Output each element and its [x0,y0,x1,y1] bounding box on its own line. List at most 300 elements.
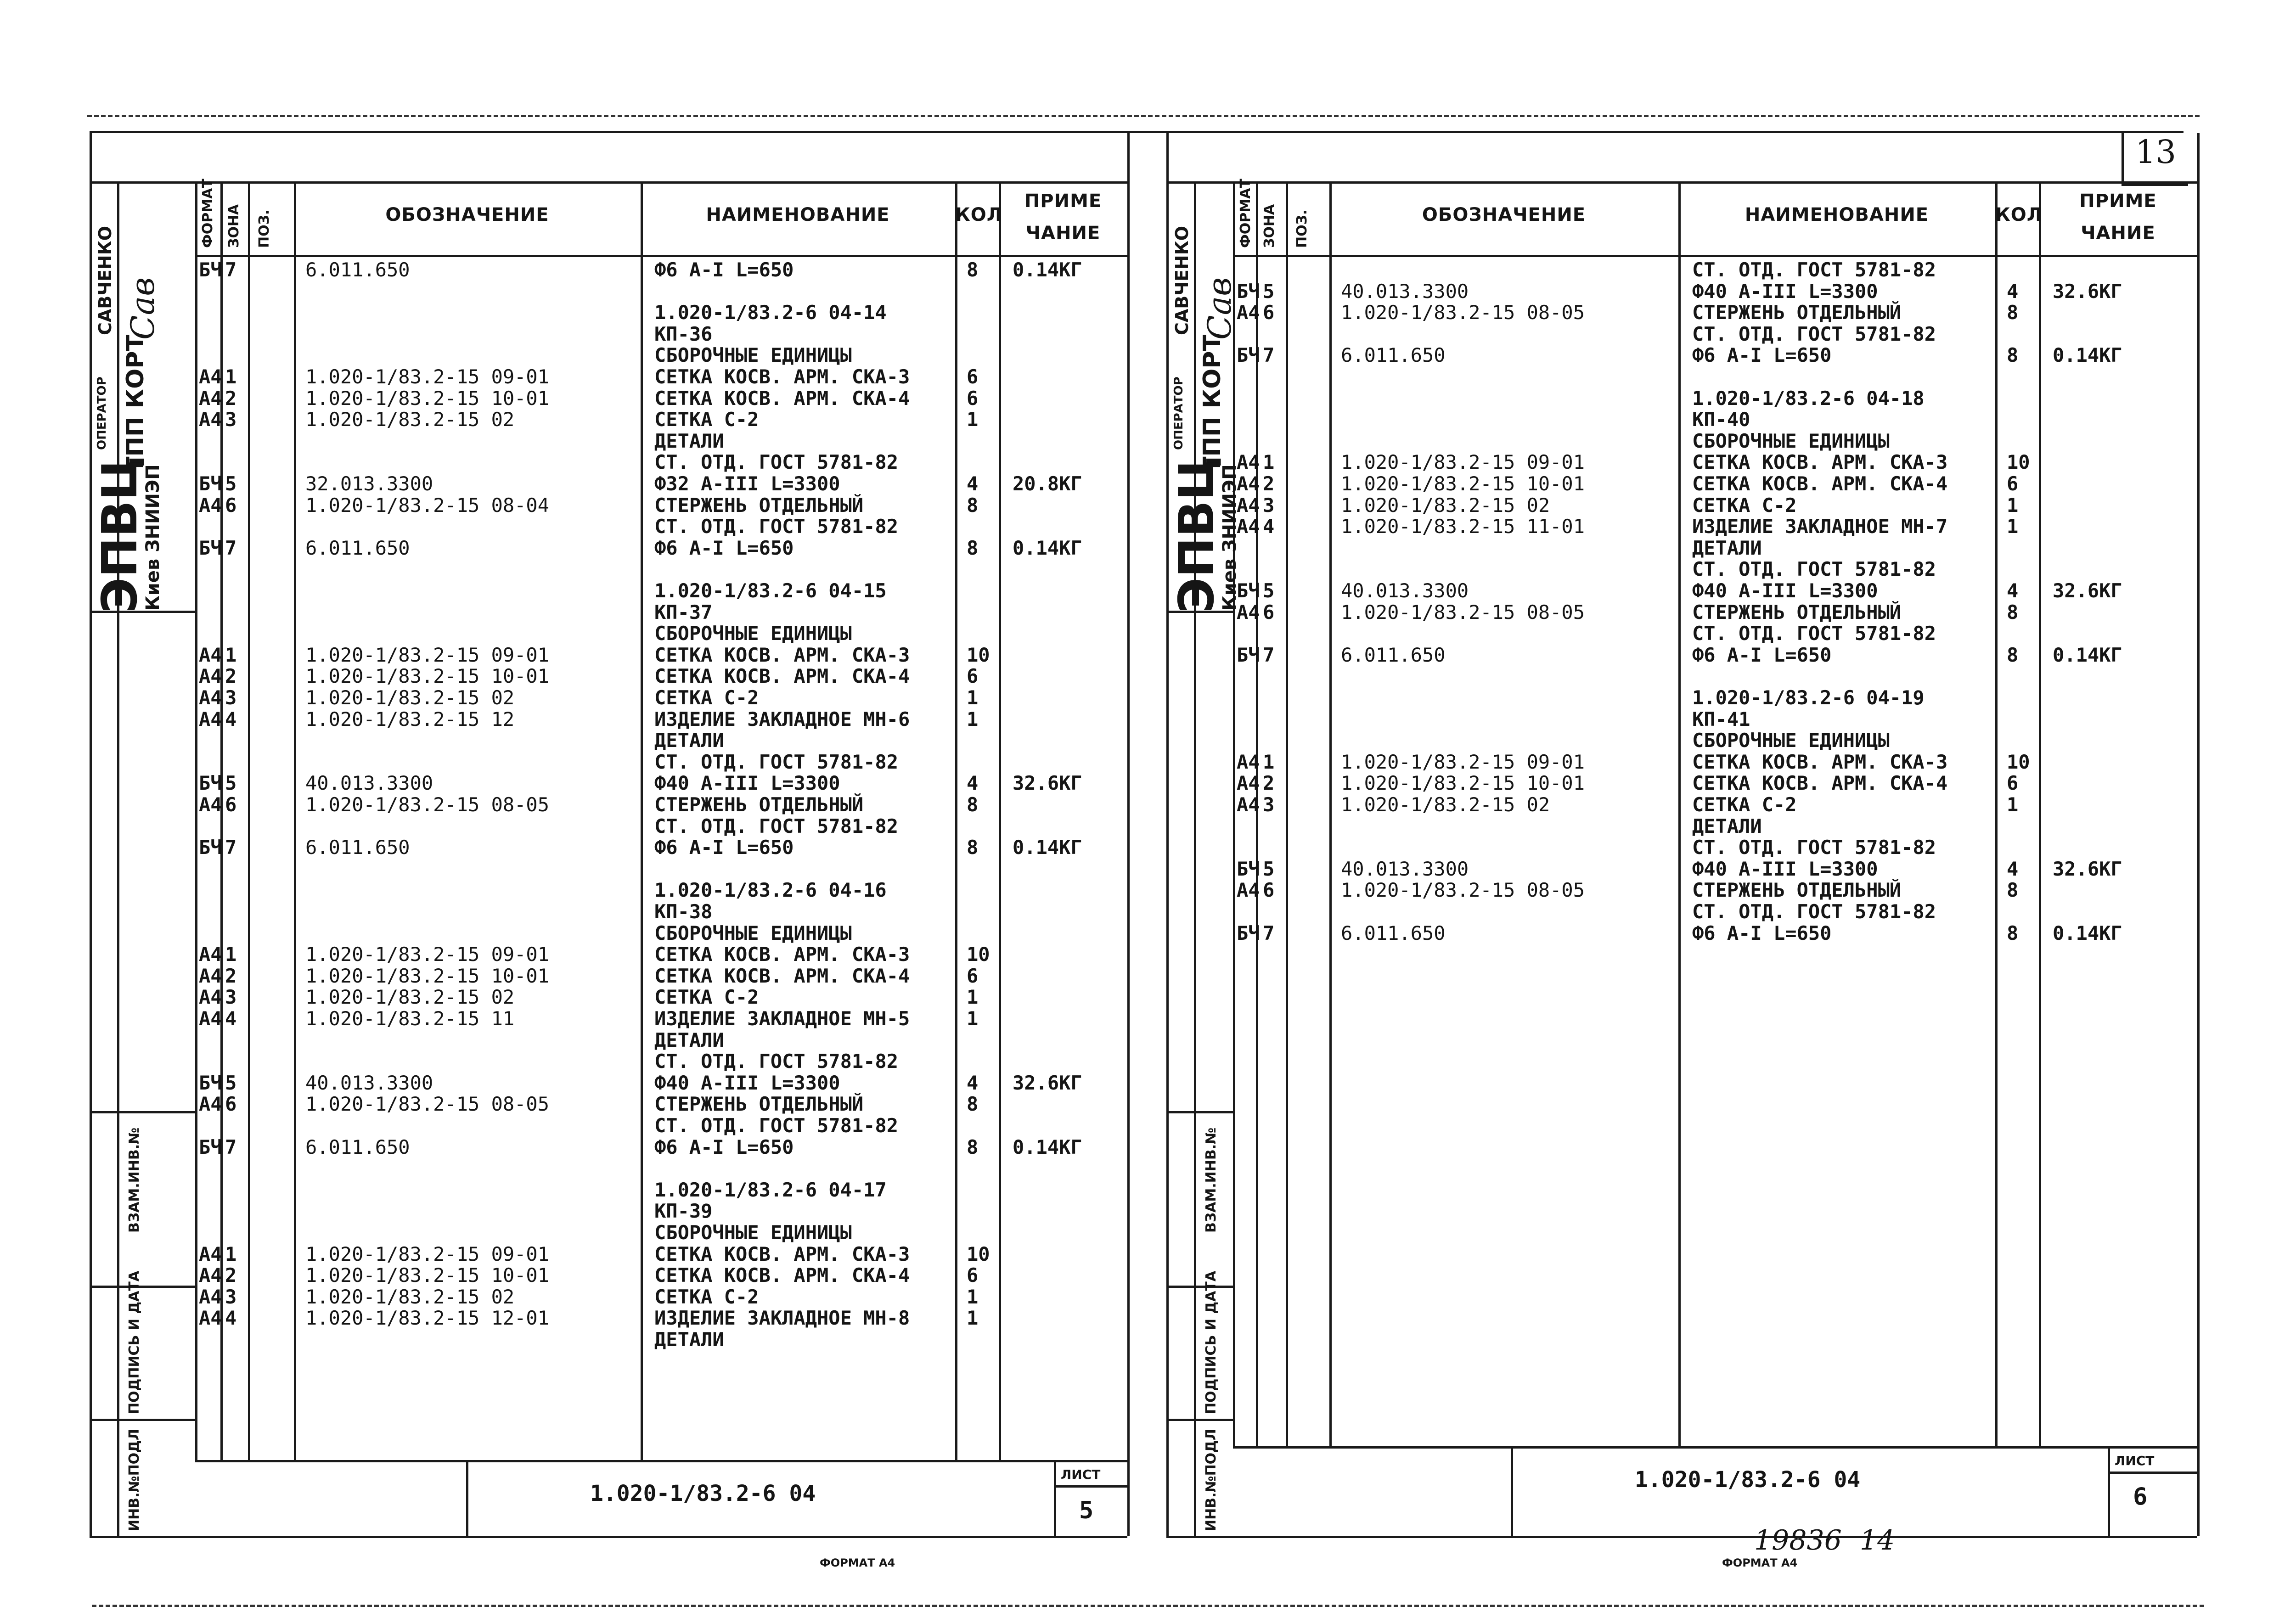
row-designation: 1.020-1/83.2-15 09-01 [1341,750,1585,773]
row-designation: 1.020-1/83.2-15 10-01 [1341,772,1585,795]
row-name: СТЕРЖЕНЬ ОТДЕЛЬНЫЙ [654,494,864,517]
row-name: СБОРОЧНЫЕ ЕДИНИЦЫ [1692,729,1890,752]
row-quantity: 6 [967,964,979,987]
stamp-person-name: САВЧЕНКО [95,225,115,335]
column-rule [641,181,643,1460]
row-designation: 6.011.650 [305,536,410,559]
row-position: 2 [1263,772,1275,795]
row-format: А4 [1237,879,1260,902]
frame-left [90,133,92,1536]
row-designation: 1.020-1/83.2-15 09-01 [305,943,550,966]
side-strip-division [90,1286,195,1288]
sheet-label-rule [2108,1472,2197,1474]
header-qty: КОЛ [955,204,1002,225]
title-block-divider [466,1460,468,1536]
header-zone: ЗОНА [226,204,242,248]
stamp-org-name: ЭПВЦ [92,455,148,613]
column-rule [2039,181,2041,1446]
row-name: 1.020-1/83.2-6 04-19 [1692,686,1925,709]
frame-bottom [1166,1536,2197,1538]
row-name: 1.020-1/83.2-6 04-17 [654,1178,887,1201]
row-designation: 40.013.3300 [1341,579,1469,602]
row-designation: 1.020-1/83.2-15 12-01 [305,1307,550,1330]
row-position: 7 [1263,921,1275,944]
row-format: А4 [199,793,222,816]
doc-code: 1.020-1/83.2-6 04 [590,1481,816,1506]
row-note: 0.14КГ [2053,344,2122,367]
row-designation: 1.020-1/83.2-15 02 [305,986,515,1009]
row-name: ДЕТАЛИ [1692,536,1762,559]
inventory-number: 19836 [1754,1524,1842,1556]
sheet-label: ЛИСТ [2115,1453,2155,1468]
header-bottom-rule [1233,255,2197,257]
row-position: 3 [225,408,237,431]
row-name: Ф40 А-III L=3300 [1692,579,1878,602]
row-quantity: 1 [967,408,979,431]
row-format: БЧ [1237,579,1260,602]
row-quantity: 1 [2007,515,2019,538]
header-top-rule [90,181,1127,184]
row-position: 7 [225,1135,237,1158]
row-name: СТЕРЖЕНЬ ОТДЕЛЬНЫЙ [1692,879,1902,902]
column-rule [248,181,250,1460]
row-name: ДЕТАЛИ [1692,814,1762,837]
stamp-signature: Сав [124,277,162,340]
row-position: 1 [1263,451,1275,474]
row-quantity: 10 [967,943,990,966]
row-quantity: 8 [967,1135,979,1158]
row-name: СЕТКА С-2 [654,686,759,709]
row-name: 1.020-1/83.2-6 04-16 [654,879,887,902]
row-name: ИЗДЕЛИЕ ЗАКЛАДНОЕ МН-8 [654,1307,910,1330]
row-name: СЕТКА КОСВ. АРМ. СКА-3 [1692,451,1948,474]
row-position: 7 [1263,344,1275,367]
bottom-dashed-border [92,1605,2204,1607]
header-pos: ПОЗ. [1294,209,1310,248]
row-quantity: 1 [967,708,979,730]
row-position: 7 [1263,643,1275,666]
row-name: СТ. ОТД. ГОСТ 5781-82 [1692,900,1936,923]
row-quantity: 6 [2007,472,2019,495]
row-name: СТ. ОТД. ГОСТ 5781-82 [654,451,899,474]
stamp-field-inv-replace: ВЗАМ.ИНВ.№ [1203,1127,1219,1233]
row-quantity: 4 [967,772,979,795]
row-position: 2 [225,964,237,987]
frame-right [1127,133,1130,1536]
row-note: 0.14КГ [1013,258,1082,281]
title-block-divider [1511,1446,1513,1536]
row-designation: 1.020-1/83.2-15 08-04 [305,494,550,517]
row-name: КП-40 [1692,408,1750,431]
column-rule [1233,181,1235,1446]
row-position: 3 [225,686,237,709]
row-designation: 1.020-1/83.2-15 08-05 [305,793,550,816]
row-name: СЕТКА КОСВ. АРМ. СКА-4 [1692,772,1948,795]
row-name: КП-36 [654,322,713,345]
row-format: БЧ [199,836,222,859]
row-name: ДЕТАЛИ [654,1028,724,1051]
row-position: 4 [225,708,237,730]
row-note: 32.6КГ [1013,1071,1082,1094]
column-rule [1286,181,1288,1446]
row-name: ДЕТАЛИ [654,429,724,452]
row-format: А4 [1237,793,1260,816]
row-name: ИЗДЕЛИЕ ЗАКЛАДНОЕ МН-5 [654,1007,910,1030]
row-quantity: 4 [2007,857,2019,880]
stamp-field-inv-replace: ВЗАМ.ИНВ.№ [126,1127,142,1233]
stamp-org-name: ЭПВЦ [1169,455,1225,613]
sheet-label: ЛИСТ [1061,1467,1101,1482]
stamp-operator-label: ОПЕРАТОР [95,376,109,450]
row-format: БЧ [199,536,222,559]
row-quantity: 6 [967,365,979,388]
row-name: Ф6 А-I L=650 [1692,344,1832,367]
title-block-top [195,1460,1127,1462]
row-designation: 1.020-1/83.2-15 12 [305,708,515,730]
row-position: 5 [225,472,237,495]
side-strip-division [1166,1286,1233,1288]
row-quantity: 8 [967,494,979,517]
title-block-top [1233,1446,2197,1449]
stamp-field-inv-orig: ИНВ.№ПОДЛ [126,1429,142,1531]
row-quantity: 10 [967,643,990,666]
row-format: А4 [199,1242,222,1265]
row-name: СЕТКА С-2 [654,408,759,431]
row-format: А4 [199,943,222,966]
row-name: Ф6 А-I L=650 [654,258,794,281]
row-position: 6 [225,1093,237,1116]
stamp-operator-value: ТПП КОРТ [122,335,149,473]
column-rule [1995,181,1998,1446]
row-quantity: 8 [967,793,979,816]
row-position: 7 [225,836,237,859]
title-block-divider [2108,1446,2110,1536]
row-position: 1 [225,1242,237,1265]
sheet-number: 5 [1079,1497,1094,1524]
row-format: БЧ [199,1135,222,1158]
side-strip-division [1166,1111,1233,1113]
row-name: СБОРОЧНЫЕ ЕДИНИЦЫ [654,622,852,645]
row-format: А4 [1237,472,1260,495]
row-designation: 6.011.650 [305,258,410,281]
header-pos: ПОЗ. [256,209,272,248]
row-quantity: 10 [967,1242,990,1265]
row-name: 1.020-1/83.2-6 04-18 [1692,387,1925,410]
row-name: СТЕРЖЕНЬ ОТДЕЛЬНЫЙ [654,1093,864,1116]
row-designation: 1.020-1/83.2-15 02 [305,1285,515,1308]
row-position: 4 [225,1307,237,1330]
row-name: КП-37 [654,601,713,623]
header-bottom-rule [195,255,1127,257]
header-format: ФОРМАТ [200,179,216,248]
row-designation: 1.020-1/83.2-15 10-01 [1341,472,1585,495]
row-name: СТЕРЖЕНЬ ОТДЕЛЬНЫЙ [1692,301,1902,324]
row-format: А4 [199,708,222,730]
row-note: 0.14КГ [2053,643,2122,666]
row-name: ИЗДЕЛИЕ ЗАКЛАДНОЕ МН-7 [1692,515,1948,538]
row-note: 20.8КГ [1013,472,1082,495]
row-quantity: 1 [2007,494,2019,517]
row-format: БЧ [1237,857,1260,880]
row-position: 5 [225,772,237,795]
row-format: БЧ [1237,344,1260,367]
row-note: 32.6КГ [2053,857,2122,880]
row-note: 32.6КГ [2053,579,2122,602]
row-position: 5 [1263,280,1275,303]
row-format: А4 [199,1264,222,1287]
frame-left [1166,133,1169,1536]
row-name: Ф6 А-I L=650 [1692,921,1832,944]
row-quantity: 8 [967,536,979,559]
row-name: СЕТКА КОСВ. АРМ. СКА-3 [654,1242,910,1265]
row-position: 2 [1263,472,1275,495]
row-quantity: 8 [2007,643,2019,666]
column-rule [195,181,197,1460]
row-name: СТЕРЖЕНЬ ОТДЕЛЬНЫЙ [1692,601,1902,623]
row-name: СБОРОЧНЫЕ ЕДИНИЦЫ [654,921,852,944]
row-designation: 1.020-1/83.2-15 08-05 [1341,301,1585,324]
header-note: ПРИМЕ [2079,191,2157,212]
row-name: СТ. ОТД. ГОСТ 5781-82 [1692,836,1936,859]
row-quantity: 6 [967,665,979,688]
header-note-2: ЧАНИЕ [2081,223,2155,244]
row-note: 0.14КГ [1013,536,1082,559]
row-designation: 1.020-1/83.2-15 09-01 [305,643,550,666]
row-quantity: 8 [967,1093,979,1116]
page-number: 13 [2135,133,2177,171]
row-position: 5 [225,1071,237,1094]
row-quantity: 8 [967,258,979,281]
sheet-label-rule [1054,1485,1127,1488]
row-format: БЧ [199,1071,222,1094]
row-name: СЕТКА КОСВ. АРМ. СКА-4 [654,665,910,688]
row-name: Ф40 А-III L=3300 [654,772,840,795]
row-quantity: 1 [967,1007,979,1030]
row-format: А4 [1237,772,1260,795]
row-name: Ф6 А-I L=650 [654,836,794,859]
stamp-person-name: САВЧЕНКО [1172,225,1192,335]
row-designation: 40.013.3300 [1341,280,1469,303]
row-name: СТ. ОТД. ГОСТ 5781-82 [654,750,899,773]
row-quantity: 10 [2007,451,2030,474]
row-designation: 6.011.650 [1341,344,1446,367]
row-position: 3 [225,986,237,1009]
row-format: А4 [1237,515,1260,538]
row-position: 4 [225,1007,237,1030]
row-note: 32.6КГ [2053,280,2122,303]
row-format: А4 [199,494,222,517]
row-position: 1 [225,943,237,966]
row-position: 2 [225,665,237,688]
row-designation: 1.020-1/83.2-15 10-01 [305,1264,550,1287]
column-rule [294,181,296,1460]
row-designation: 1.020-1/83.2-15 10-01 [305,387,550,410]
row-name: ДЕТАЛИ [654,1328,724,1351]
row-quantity: 4 [2007,280,2019,303]
row-format: БЧ [1237,643,1260,666]
row-position: 2 [225,387,237,410]
row-name: СЕТКА КОСВ. АРМ. СКА-3 [1692,750,1948,773]
title-block-divider [1054,1460,1056,1536]
doc-code: 1.020-1/83.2-6 04 [1635,1467,1861,1493]
row-designation: 1.020-1/83.2-15 09-01 [1341,451,1585,474]
column-rule [999,181,1001,1460]
row-quantity: 1 [967,1307,979,1330]
row-position: 5 [1263,579,1275,602]
row-designation: 1.020-1/83.2-15 08-05 [1341,879,1585,902]
row-quantity: 4 [967,1071,979,1094]
side-strip-division [90,1419,195,1421]
row-quantity: 6 [2007,772,2019,795]
row-format: А4 [199,365,222,388]
row-name: СТ. ОТД. ГОСТ 5781-82 [1692,322,1936,345]
row-name: КП-38 [654,900,713,923]
row-format: А4 [199,1285,222,1308]
row-name: СЕТКА КОСВ. АРМ. СКА-4 [654,387,910,410]
row-quantity: 8 [2007,601,2019,623]
row-name: СБОРОЧНЫЕ ЕДИНИЦЫ [654,1221,852,1244]
side-strip-rule [117,181,119,1536]
row-position: 5 [1263,857,1275,880]
row-format: А4 [199,665,222,688]
stamp-org-city: Киев ЗНИИЭП [1219,464,1240,611]
row-format: А4 [199,986,222,1009]
header-name: НАИМЕНОВАНИЕ [706,204,890,225]
inventory-number-2: 14 [1860,1524,1895,1556]
row-designation: 40.013.3300 [1341,857,1469,880]
row-format: БЧ [199,472,222,495]
row-name: СТ. ОТД. ГОСТ 5781-82 [654,515,899,538]
format-label: ФОРМАТ А4 [820,1556,895,1569]
row-format: А4 [1237,301,1260,324]
row-position: 6 [225,793,237,816]
row-position: 3 [225,1285,237,1308]
row-format: А4 [199,1007,222,1030]
row-format: БЧ [1237,921,1260,944]
row-position: 6 [225,494,237,517]
sheet-number: 6 [2133,1483,2148,1511]
row-quantity: 1 [2007,793,2019,816]
row-name: КП-41 [1692,708,1750,730]
row-format: А4 [199,964,222,987]
row-name: СЕТКА КОСВ. АРМ. СКА-3 [654,643,910,666]
format-label: ФОРМАТ А4 [1722,1556,1798,1569]
row-quantity: 8 [2007,301,2019,324]
row-format: БЧ [199,772,222,795]
row-designation: 40.013.3300 [305,1071,433,1094]
row-position: 1 [225,643,237,666]
row-quantity: 6 [967,387,979,410]
row-name: СТ. ОТД. ГОСТ 5781-82 [654,1114,899,1137]
row-designation: 6.011.650 [1341,921,1446,944]
row-name: СЕТКА КОСВ. АРМ. СКА-4 [654,964,910,987]
row-quantity: 8 [967,836,979,859]
row-designation: 1.020-1/83.2-15 02 [305,408,515,431]
row-quantity: 8 [2007,921,2019,944]
row-name: СБОРОЧНЫЕ ЕДИНИЦЫ [654,344,852,367]
row-position: 3 [1263,494,1275,517]
row-name: СБОРОЧНЫЕ ЕДИНИЦЫ [1692,429,1890,452]
row-designation: 1.020-1/83.2-15 10-01 [305,964,550,987]
header-note: ПРИМЕ [1024,191,1102,212]
row-format: А4 [199,643,222,666]
row-name: Ф40 А-III L=3300 [1692,280,1878,303]
row-designation: 1.020-1/83.2-15 02 [1341,494,1550,517]
row-quantity: 4 [2007,579,2019,602]
header-zone: ЗОНА [1261,204,1277,248]
row-name: СТ. ОТД. ГОСТ 5781-82 [1692,558,1936,581]
header-name: НАИМЕНОВАНИЕ [1745,204,1929,225]
row-quantity: 6 [967,1264,979,1287]
row-designation: 1.020-1/83.2-15 08-05 [305,1093,550,1116]
side-strip-division [90,1111,195,1113]
row-position: 6 [1263,601,1275,623]
row-format: А4 [199,387,222,410]
row-designation: 1.020-1/83.2-15 08-05 [1341,601,1585,623]
row-name: СЕТКА КОСВ. АРМ. СКА-3 [654,943,910,966]
row-format: А4 [199,1093,222,1116]
row-name: КП-39 [654,1200,713,1223]
row-quantity: 8 [2007,879,2019,902]
row-name: Ф6 А-I L=650 [654,536,794,559]
stamp-field-sign-date: ПОДПИСЬ И ДАТА [126,1270,142,1414]
row-designation: 40.013.3300 [305,772,433,795]
row-position: 2 [225,1264,237,1287]
frame-right [2197,133,2200,1536]
column-rule [1329,181,1332,1446]
row-name: СТЕРЖЕНЬ ОТДЕЛЬНЫЙ [654,793,864,816]
column-rule [955,181,957,1460]
row-position: 3 [1263,793,1275,816]
stamp-operator-value: ТПП КОРТ [1199,335,1226,473]
row-format: А4 [1237,494,1260,517]
column-rule [1678,181,1681,1446]
row-quantity: 4 [967,472,979,495]
header-designation: ОБОЗНАЧЕНИЕ [1422,204,1586,225]
row-position: 7 [225,258,237,281]
row-format: А4 [199,408,222,431]
row-name: СЕТКА С-2 [1692,793,1797,816]
row-name: Ф6 А-I L=650 [654,1135,794,1158]
row-designation: 1.020-1/83.2-15 10-01 [305,665,550,688]
stamp-operator-label: ОПЕРАТОР [1172,376,1186,450]
row-format: А4 [199,686,222,709]
row-quantity: 10 [2007,750,2030,773]
row-position: 6 [1263,301,1275,324]
row-name: СЕТКА КОСВ. АРМ. СКА-4 [654,1264,910,1287]
header-designation: ОБОЗНАЧЕНИЕ [385,204,549,225]
row-name: СТ. ОТД. ГОСТ 5781-82 [1692,258,1936,281]
row-position: 6 [1263,879,1275,902]
row-designation: 6.011.650 [305,1135,410,1158]
row-name: СЕТКА КОСВ. АРМ. СКА-3 [654,365,910,388]
row-format: А4 [1237,451,1260,474]
row-name: Ф40 А-III L=3300 [1692,857,1878,880]
header-format: ФОРМАТ [1238,179,1254,248]
frame-bottom [90,1536,1127,1538]
row-name: СЕТКА С-2 [1692,494,1797,517]
header-top-rule [1166,181,2197,184]
row-position: 1 [225,365,237,388]
row-format: А4 [199,1307,222,1330]
row-name: 1.020-1/83.2-6 04-15 [654,579,887,602]
row-note: 0.14КГ [2053,921,2122,944]
row-designation: 1.020-1/83.2-15 11-01 [1341,515,1585,538]
row-name: Ф40 А-III L=3300 [654,1071,840,1094]
row-designation: 1.020-1/83.2-15 11 [305,1007,515,1030]
row-name: ДЕТАЛИ [654,729,724,752]
stamp-field-inv-orig: ИНВ.№ПОДЛ [1203,1429,1219,1531]
